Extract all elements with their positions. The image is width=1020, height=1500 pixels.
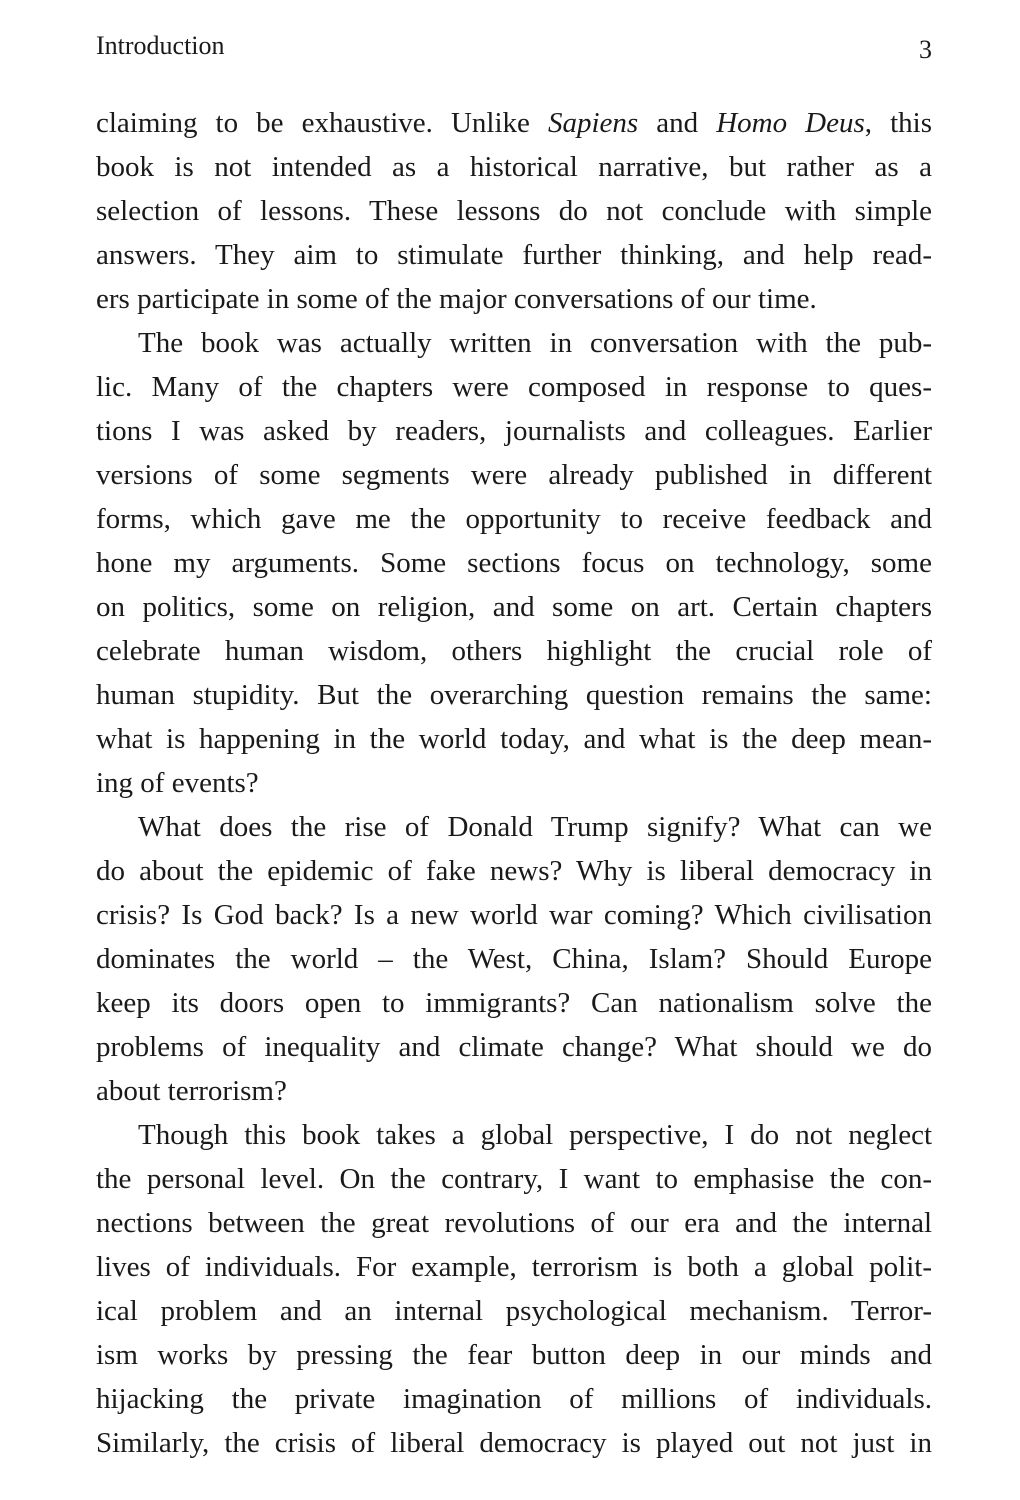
text-line: What does the rise of Donald Trump signify? What can we xyxy=(138,811,932,843)
text-line: ing of events? xyxy=(96,767,259,799)
text-line: answers. They aim to stimulate further thinking, and help read- xyxy=(96,239,932,271)
page-number: 3 xyxy=(919,35,932,64)
paragraph xyxy=(96,101,932,321)
body-text xyxy=(96,101,932,1465)
text-line: lives of individuals. For example, terrorism is both a global polit- xyxy=(96,1251,932,1283)
text-line: forms, which gave me the opportunity to receive feedback and xyxy=(96,503,932,535)
text-line: claiming to be exhaustive. Unlike Sapiens and Homo Deus, this xyxy=(96,107,932,139)
text-line: ers participate in some of the major conversations of our time. xyxy=(96,283,817,315)
running-title: Introduction xyxy=(96,31,225,60)
text-line: The book was actually written in conversation with the pub- xyxy=(138,327,932,359)
text-line: about terrorism? xyxy=(96,1075,287,1107)
text-line: selection of lessons. These lessons do not conclude with simple xyxy=(96,195,932,227)
text-line: nections between the great revolutions of our era and the internal xyxy=(96,1207,932,1239)
text-line: do about the epidemic of fake news? Why is liberal democracy in xyxy=(96,855,932,887)
text-line: lic. Many of the chapters were composed in response to ques- xyxy=(96,371,932,403)
text-line: problems of inequality and climate change? What should we do xyxy=(96,1031,932,1063)
text-line: celebrate human wisdom, others highlight the crucial role of xyxy=(96,635,932,667)
text-line: crisis? Is God back? Is a new world war coming? Which civilisation xyxy=(96,899,932,931)
text-line: Similarly, the crisis of liberal democracy is played out not just in xyxy=(96,1427,932,1459)
text-line: Though this book takes a global perspective, I do not neglect xyxy=(138,1119,932,1151)
text-line: human stupidity. But the overarching question remains the same: xyxy=(96,679,932,711)
text-line: what is happening in the world today, and what is the deep mean- xyxy=(96,723,932,755)
text-line: dominates the world – the West, China, Islam? Should Europe xyxy=(96,943,932,975)
text-line: on politics, some on religion, and some on art. Certain chapters xyxy=(96,591,932,623)
book-title-homo-deus: Homo Deus xyxy=(716,107,865,139)
running-head xyxy=(96,28,932,64)
text-line: keep its doors open to immigrants? Can nationalism solve the xyxy=(96,987,932,1019)
text-line: ical problem and an internal psychological mechanism. Terror- xyxy=(96,1295,932,1327)
paragraph xyxy=(96,1113,932,1465)
text-line: hone my arguments. Some sections focus on technology, some xyxy=(96,547,932,579)
text-line: the personal level. On the contrary, I want to emphasise the con- xyxy=(96,1163,932,1195)
text-line: ism works by pressing the fear button deep in our minds and xyxy=(96,1339,932,1371)
paragraph xyxy=(96,321,932,805)
text-line: book is not intended as a historical narrative, but rather as a xyxy=(96,151,932,183)
paragraph xyxy=(96,805,932,1113)
text-line: versions of some segments were already published in different xyxy=(96,459,932,491)
text-line: tions I was asked by readers, journalists and colleagues. Earlier xyxy=(96,415,932,447)
text-line: hijacking the private imagination of millions of individuals. xyxy=(96,1383,932,1415)
book-title-sapiens: Sapiens xyxy=(547,107,639,139)
